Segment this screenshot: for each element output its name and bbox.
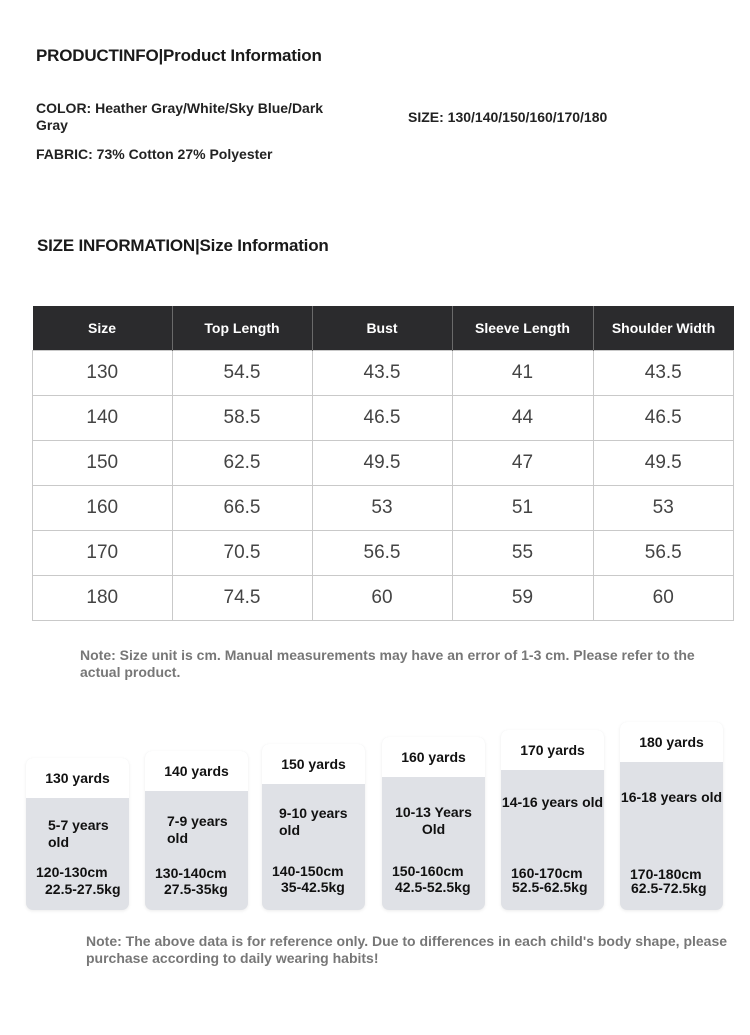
- table-cell: 60: [593, 576, 734, 621]
- table-row: [33, 441, 734, 486]
- table-row: [33, 396, 734, 441]
- table-cell: 74.5: [172, 576, 312, 621]
- column-header: Top Length: [172, 306, 312, 351]
- size-card-140: [145, 751, 248, 910]
- table-cell: 51: [452, 486, 593, 531]
- table-cell: 41: [452, 351, 593, 396]
- size-list-info: SIZE: 130/140/150/160/170/180: [408, 109, 608, 125]
- table-cell: 44: [452, 396, 593, 441]
- size-card-170: [501, 730, 604, 910]
- table-cell: 56.5: [593, 531, 734, 576]
- table-cell: 46.5: [593, 396, 734, 441]
- fabric-info: FABRIC: 73% Cotton 27% Polyester: [36, 146, 273, 162]
- table-row: [33, 486, 734, 531]
- table-cell: 49.5: [312, 441, 452, 486]
- table-cell: 180: [33, 576, 173, 621]
- card-weight: 22.5-27.5kg: [45, 881, 121, 897]
- card-weight: 35-42.5kg: [281, 879, 345, 895]
- table-cell: 53: [312, 486, 452, 531]
- table-cell: 59: [452, 576, 593, 621]
- card-label: 150 yards: [262, 744, 365, 784]
- card-age: 9-10 years old: [279, 805, 348, 838]
- card-weight: 52.5-62.5kg: [512, 879, 588, 895]
- card-label: 180 yards: [620, 722, 723, 762]
- size-card-150: [262, 744, 365, 910]
- card-age: 7-9 years old: [167, 813, 228, 846]
- table-cell: 43.5: [593, 351, 734, 396]
- table-cell: 58.5: [172, 396, 312, 441]
- column-header: Bust: [312, 306, 452, 351]
- table-cell: 53: [593, 486, 734, 531]
- card-height: 120-130cm: [36, 864, 108, 880]
- size-table: [32, 306, 734, 621]
- card-label: 160 yards: [382, 737, 485, 777]
- table-cell: 150: [33, 441, 173, 486]
- table-row: [33, 576, 734, 621]
- table-cell: 130: [33, 351, 173, 396]
- card-height: 160-170cm: [511, 865, 583, 881]
- card-age: 14-16 years old: [501, 794, 604, 810]
- table-row: [33, 351, 734, 396]
- card-weight: 42.5-52.5kg: [395, 879, 471, 895]
- column-header: Size: [33, 306, 173, 351]
- size-card-130: [26, 758, 129, 910]
- card-label: 170 yards: [501, 730, 604, 770]
- table-cell: 43.5: [312, 351, 452, 396]
- size-note: Note: Size unit is cm. Manual measurements may have an error of 1-3 cm. Please refer to the actual product.: [80, 647, 695, 680]
- card-age: 16-18 years old: [620, 789, 723, 805]
- table-row: [33, 531, 734, 576]
- card-weight: 62.5-72.5kg: [631, 880, 707, 896]
- table-cell: 49.5: [593, 441, 734, 486]
- column-header: Sleeve Length: [452, 306, 593, 351]
- table-cell: 46.5: [312, 396, 452, 441]
- size-card-180: [620, 722, 723, 910]
- table-cell: 60: [312, 576, 452, 621]
- product-info-heading: PRODUCTINFO|Product Information: [36, 46, 322, 65]
- table-cell: 54.5: [172, 351, 312, 396]
- card-age: 10-13 Years Old: [395, 804, 472, 837]
- footer-note: Note: The above data is for reference only. Due to differences in each child's body shape, please purchase according to daily wearing habits!: [86, 933, 728, 966]
- table-cell: 47: [452, 441, 593, 486]
- table-cell: 55: [452, 531, 593, 576]
- card-height: 170-180cm: [630, 866, 702, 882]
- card-label: 140 yards: [145, 751, 248, 791]
- card-label: 130 yards: [26, 758, 129, 798]
- table-header-row: [33, 306, 734, 351]
- column-header: Shoulder Width: [593, 306, 734, 351]
- table-cell: 62.5: [172, 441, 312, 486]
- card-weight: 27.5-35kg: [164, 881, 228, 897]
- size-info-heading: SIZE INFORMATION|Size Information: [37, 236, 329, 255]
- table-cell: 140: [33, 396, 173, 441]
- card-height: 140-150cm: [272, 863, 344, 879]
- card-age: 5-7 years old: [48, 817, 109, 850]
- card-height: 130-140cm: [155, 865, 227, 881]
- size-card-160: [382, 737, 485, 910]
- card-height: 150-160cm: [392, 863, 464, 879]
- table-cell: 70.5: [172, 531, 312, 576]
- table-cell: 160: [33, 486, 173, 531]
- table-cell: 170: [33, 531, 173, 576]
- table-cell: 66.5: [172, 486, 312, 531]
- table-cell: 56.5: [312, 531, 452, 576]
- color-info: COLOR: Heather Gray/White/Sky Blue/Dark Gray: [36, 100, 324, 133]
